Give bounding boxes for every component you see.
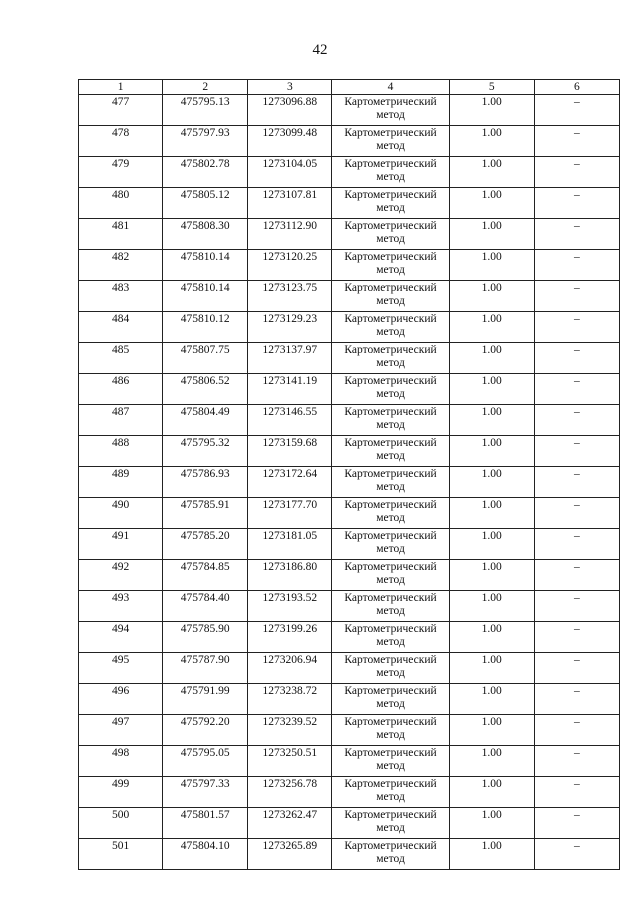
note-cell: – — [534, 777, 619, 808]
y-coordinate-cell: 1273129.23 — [248, 312, 332, 343]
point-number-cell: 484 — [79, 312, 163, 343]
y-coordinate-cell: 1273206.94 — [248, 653, 332, 684]
y-coordinate-cell: 1273262.47 — [248, 808, 332, 839]
point-number-cell: 491 — [79, 529, 163, 560]
header-row — [79, 80, 620, 95]
y-coordinate-cell: 1273193.52 — [248, 591, 332, 622]
x-coordinate-cell: 475797.93 — [163, 126, 248, 157]
y-coordinate-cell: 1273096.88 — [248, 95, 332, 126]
table-row — [79, 529, 620, 560]
page-number: 42 — [312, 42, 328, 58]
note-cell: – — [534, 746, 619, 777]
note-cell: – — [534, 560, 619, 591]
accuracy-cell: 1.00 — [449, 684, 534, 715]
table-row — [79, 374, 620, 405]
x-coordinate-cell: 475784.85 — [163, 560, 248, 591]
accuracy-cell: 1.00 — [449, 436, 534, 467]
table-row — [79, 808, 620, 839]
x-coordinate-cell: 475806.52 — [163, 374, 248, 405]
point-number-cell: 501 — [79, 839, 163, 870]
note-cell: – — [534, 126, 619, 157]
note-cell: – — [534, 405, 619, 436]
point-number-cell: 477 — [79, 95, 163, 126]
method-cell: Картометрический метод — [332, 436, 449, 467]
accuracy-cell: 1.00 — [449, 839, 534, 870]
method-cell: Картометрический метод — [332, 250, 449, 281]
table-row — [79, 684, 620, 715]
x-coordinate-cell: 475785.90 — [163, 622, 248, 653]
accuracy-cell: 1.00 — [449, 777, 534, 808]
header-cell-5: 5 — [449, 80, 534, 95]
y-coordinate-cell: 1273137.97 — [248, 343, 332, 374]
point-number-cell: 480 — [79, 188, 163, 219]
y-coordinate-cell: 1273238.72 — [248, 684, 332, 715]
coordinates-table — [78, 79, 620, 870]
point-number-cell: 487 — [79, 405, 163, 436]
note-cell: – — [534, 343, 619, 374]
y-coordinate-cell: 1273123.75 — [248, 281, 332, 312]
point-number-cell: 494 — [79, 622, 163, 653]
note-cell: – — [534, 808, 619, 839]
x-coordinate-cell: 475802.78 — [163, 157, 248, 188]
y-coordinate-cell: 1273265.89 — [248, 839, 332, 870]
header-cell-2: 2 — [163, 80, 248, 95]
table-body — [79, 95, 620, 870]
accuracy-cell: 1.00 — [449, 343, 534, 374]
method-cell: Картометрический метод — [332, 157, 449, 188]
method-cell: Картометрический метод — [332, 188, 449, 219]
accuracy-cell: 1.00 — [449, 653, 534, 684]
method-cell: Картометрический метод — [332, 219, 449, 250]
y-coordinate-cell: 1273239.52 — [248, 715, 332, 746]
method-cell: Картометрический метод — [332, 560, 449, 591]
table-row — [79, 839, 620, 870]
note-cell: – — [534, 715, 619, 746]
note-cell: – — [534, 684, 619, 715]
note-cell: – — [534, 529, 619, 560]
table-row — [79, 436, 620, 467]
header-cell-6: 6 — [534, 80, 619, 95]
table-row — [79, 281, 620, 312]
x-coordinate-cell: 475795.13 — [163, 95, 248, 126]
header-cell-3: 3 — [248, 80, 332, 95]
method-cell: Картометрический метод — [332, 498, 449, 529]
table-row — [79, 653, 620, 684]
table-row — [79, 188, 620, 219]
y-coordinate-cell: 1273107.81 — [248, 188, 332, 219]
accuracy-cell: 1.00 — [449, 560, 534, 591]
note-cell: – — [534, 95, 619, 126]
table-row — [79, 715, 620, 746]
table-row — [79, 343, 620, 374]
table-row — [79, 405, 620, 436]
table-row — [79, 591, 620, 622]
point-number-cell: 485 — [79, 343, 163, 374]
x-coordinate-cell: 475795.05 — [163, 746, 248, 777]
accuracy-cell: 1.00 — [449, 250, 534, 281]
note-cell: – — [534, 591, 619, 622]
point-number-cell: 479 — [79, 157, 163, 188]
point-number-cell: 500 — [79, 808, 163, 839]
accuracy-cell: 1.00 — [449, 188, 534, 219]
method-cell: Картометрический метод — [332, 312, 449, 343]
accuracy-cell: 1.00 — [449, 467, 534, 498]
point-number-cell: 490 — [79, 498, 163, 529]
method-cell: Картометрический метод — [332, 95, 449, 126]
table-row — [79, 157, 620, 188]
y-coordinate-cell: 1273146.55 — [248, 405, 332, 436]
table-row — [79, 467, 620, 498]
method-cell: Картометрический метод — [332, 343, 449, 374]
accuracy-cell: 1.00 — [449, 591, 534, 622]
x-coordinate-cell: 475808.30 — [163, 219, 248, 250]
point-number-cell: 496 — [79, 684, 163, 715]
point-number-cell: 499 — [79, 777, 163, 808]
x-coordinate-cell: 475810.14 — [163, 281, 248, 312]
x-coordinate-cell: 475804.10 — [163, 839, 248, 870]
accuracy-cell: 1.00 — [449, 95, 534, 126]
note-cell: – — [534, 312, 619, 343]
y-coordinate-cell: 1273177.70 — [248, 498, 332, 529]
y-coordinate-cell: 1273172.64 — [248, 467, 332, 498]
accuracy-cell: 1.00 — [449, 281, 534, 312]
method-cell: Картометрический метод — [332, 777, 449, 808]
x-coordinate-cell: 475785.91 — [163, 498, 248, 529]
table-row — [79, 95, 620, 126]
accuracy-cell: 1.00 — [449, 498, 534, 529]
accuracy-cell: 1.00 — [449, 405, 534, 436]
point-number-cell: 495 — [79, 653, 163, 684]
point-number-cell: 486 — [79, 374, 163, 405]
accuracy-cell: 1.00 — [449, 312, 534, 343]
note-cell: – — [534, 374, 619, 405]
method-cell: Картометрический метод — [332, 622, 449, 653]
accuracy-cell: 1.00 — [449, 715, 534, 746]
x-coordinate-cell: 475785.20 — [163, 529, 248, 560]
table-row — [79, 250, 620, 281]
note-cell: – — [534, 467, 619, 498]
accuracy-cell: 1.00 — [449, 126, 534, 157]
y-coordinate-cell: 1273181.05 — [248, 529, 332, 560]
method-cell: Картометрический метод — [332, 746, 449, 777]
method-cell: Картометрический метод — [332, 808, 449, 839]
y-coordinate-cell: 1273120.25 — [248, 250, 332, 281]
table-row — [79, 777, 620, 808]
x-coordinate-cell: 475784.40 — [163, 591, 248, 622]
header-cell-4: 4 — [332, 80, 449, 95]
point-number-cell: 481 — [79, 219, 163, 250]
table-row — [79, 622, 620, 653]
table-row — [79, 746, 620, 777]
x-coordinate-cell: 475801.57 — [163, 808, 248, 839]
method-cell: Картометрический метод — [332, 126, 449, 157]
method-cell: Картометрический метод — [332, 684, 449, 715]
x-coordinate-cell: 475791.99 — [163, 684, 248, 715]
note-cell: – — [534, 622, 619, 653]
accuracy-cell: 1.00 — [449, 746, 534, 777]
accuracy-cell: 1.00 — [449, 374, 534, 405]
accuracy-cell: 1.00 — [449, 622, 534, 653]
point-number-cell: 478 — [79, 126, 163, 157]
y-coordinate-cell: 1273199.26 — [248, 622, 332, 653]
point-number-cell: 482 — [79, 250, 163, 281]
note-cell: – — [534, 250, 619, 281]
y-coordinate-cell: 1273250.51 — [248, 746, 332, 777]
note-cell: – — [534, 157, 619, 188]
table-row — [79, 219, 620, 250]
method-cell: Картометрический метод — [332, 715, 449, 746]
accuracy-cell: 1.00 — [449, 529, 534, 560]
header-cell-1: 1 — [79, 80, 163, 95]
table-row — [79, 312, 620, 343]
x-coordinate-cell: 475787.90 — [163, 653, 248, 684]
accuracy-cell: 1.00 — [449, 219, 534, 250]
note-cell: – — [534, 188, 619, 219]
point-number-cell: 492 — [79, 560, 163, 591]
y-coordinate-cell: 1273159.68 — [248, 436, 332, 467]
x-coordinate-cell: 475804.49 — [163, 405, 248, 436]
x-coordinate-cell: 475786.93 — [163, 467, 248, 498]
method-cell: Картометрический метод — [332, 529, 449, 560]
y-coordinate-cell: 1273112.90 — [248, 219, 332, 250]
table-row — [79, 126, 620, 157]
x-coordinate-cell: 475807.75 — [163, 343, 248, 374]
method-cell: Картометрический метод — [332, 653, 449, 684]
note-cell: – — [534, 436, 619, 467]
point-number-cell: 497 — [79, 715, 163, 746]
x-coordinate-cell: 475810.14 — [163, 250, 248, 281]
method-cell: Картометрический метод — [332, 591, 449, 622]
x-coordinate-cell: 475805.12 — [163, 188, 248, 219]
accuracy-cell: 1.00 — [449, 157, 534, 188]
y-coordinate-cell: 1273099.48 — [248, 126, 332, 157]
method-cell: Картометрический метод — [332, 374, 449, 405]
y-coordinate-cell: 1273104.05 — [248, 157, 332, 188]
note-cell: – — [534, 281, 619, 312]
note-cell: – — [534, 498, 619, 529]
point-number-cell: 489 — [79, 467, 163, 498]
method-cell: Картометрический метод — [332, 281, 449, 312]
method-cell: Картометрический метод — [332, 405, 449, 436]
point-number-cell: 488 — [79, 436, 163, 467]
point-number-cell: 498 — [79, 746, 163, 777]
note-cell: – — [534, 839, 619, 870]
accuracy-cell: 1.00 — [449, 808, 534, 839]
method-cell: Картометрический метод — [332, 839, 449, 870]
point-number-cell: 493 — [79, 591, 163, 622]
y-coordinate-cell: 1273186.80 — [248, 560, 332, 591]
x-coordinate-cell: 475795.32 — [163, 436, 248, 467]
x-coordinate-cell: 475792.20 — [163, 715, 248, 746]
y-coordinate-cell: 1273141.19 — [248, 374, 332, 405]
table-row — [79, 560, 620, 591]
y-coordinate-cell: 1273256.78 — [248, 777, 332, 808]
x-coordinate-cell: 475797.33 — [163, 777, 248, 808]
x-coordinate-cell: 475810.12 — [163, 312, 248, 343]
note-cell: – — [534, 653, 619, 684]
point-number-cell: 483 — [79, 281, 163, 312]
note-cell: – — [534, 219, 619, 250]
table-row — [79, 498, 620, 529]
method-cell: Картометрический метод — [332, 467, 449, 498]
